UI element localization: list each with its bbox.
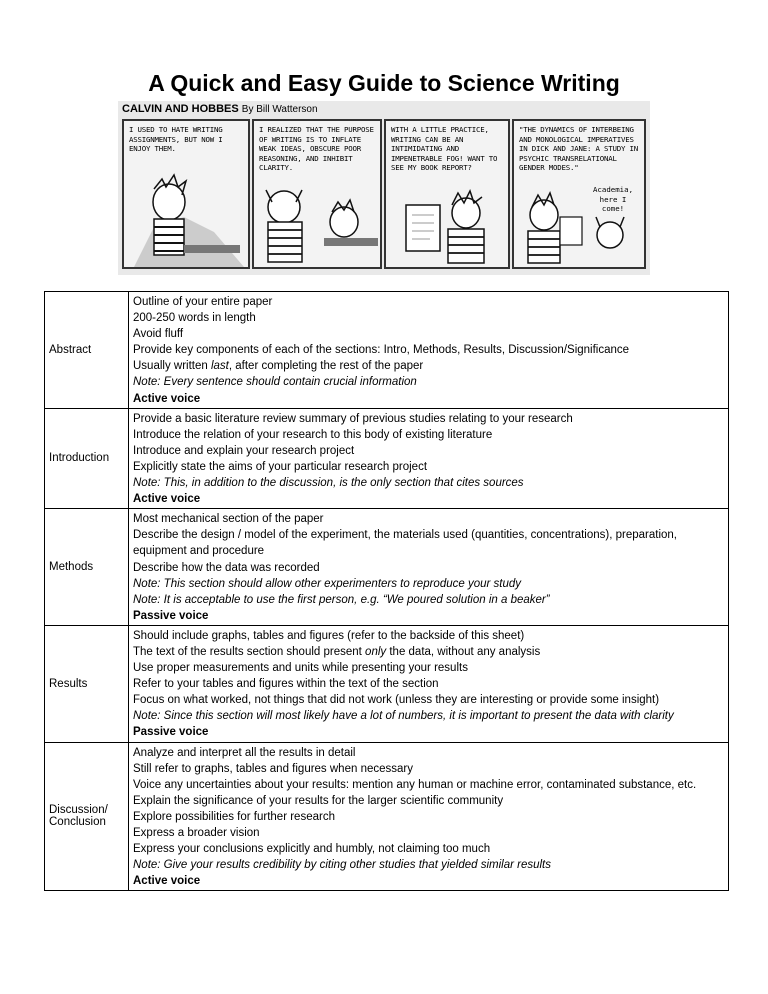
- page-title: A Quick and Easy Guide to Science Writing: [148, 70, 620, 96]
- content-line: Provide key components of each of the sections: Intro, Methods, Results, Discussion/Significance: [133, 344, 630, 357]
- section-label: Discussion/ Conclusion: [45, 742, 129, 891]
- table-row: [45, 742, 729, 891]
- speech-bubble: I USED TO HATE WRITING ASSIGNMENTS, BUT NOW I ENJOY THEM.: [129, 125, 223, 154]
- section-label: Methods: [45, 509, 129, 626]
- content-line: 200-250 words in length: [133, 312, 256, 325]
- note-line: Note: This, in addition to the discussion, is the only section that cites sources: [133, 477, 524, 490]
- content-line: Provide a basic literature review summary of previous studies relating to your research: [133, 412, 573, 425]
- note-line: Note: Give your results credibility by citing other studies that yielded similar results: [133, 859, 552, 872]
- comic-panel-1: [122, 119, 250, 269]
- content-line: Use proper measurements and units while presenting your results: [133, 662, 468, 675]
- voice-line: Passive voice: [133, 726, 209, 739]
- content-line: Still refer to graphs, tables and figures when necessary: [133, 762, 413, 775]
- speech-bubble: "THE DYNAMICS OF INTERBEING AND MONOLOGICAL IMPERATIVES IN DICK AND JANE: A STUDY IN PSYCHIC TRANSRELATIONAL GENDER MODES.": [519, 125, 638, 173]
- content-line: Explore possibilities for further research: [133, 810, 335, 823]
- comic-byline: By Bill Watterson: [241, 104, 318, 115]
- content-line: Describe the design / model of the experiment, the materials used (quantities, concentrations), preparation, equipment and procedure: [133, 529, 677, 558]
- comic-panel-2: [252, 119, 382, 269]
- voice-line: Active voice: [133, 875, 201, 888]
- content-line: Explicitly state the aims of your particular research project: [133, 460, 428, 473]
- comic-panel-4: [512, 119, 646, 269]
- calvin-hobbes-drawing: [254, 172, 382, 267]
- table-row: [45, 509, 729, 626]
- speech-bubble: WITH A LITTLE PRACTICE, WRITING CAN BE AN INTIMIDATING AND IMPENETRABLE FOG! WANT TO SEE MY BOOK REPORT?: [391, 125, 498, 173]
- content-line: Describe how the data was recorded: [133, 561, 320, 574]
- content-line: Usually written last, after completing the rest of the paper: [133, 360, 424, 373]
- note-line: Note: It is acceptable to use the first person, e.g. “We poured solution in a beaker”: [133, 593, 550, 606]
- speech-bubble: I REALIZED THAT THE PURPOSE OF WRITING IS TO INFLATE WEAK IDEAS, OBSCURE POOR REASONING, AND INHIBIT CLARITY.: [259, 125, 374, 173]
- content-line: Express a broader vision: [133, 827, 260, 839]
- section-label: Introduction: [45, 408, 129, 509]
- content-line: The text of the results section should present only the data, without any analysis: [133, 645, 541, 658]
- calvin-reading-drawing: [514, 187, 646, 267]
- content-line: Express your conclusions explicitly and humbly, not claiming too much: [133, 843, 491, 856]
- comic-strip: [118, 101, 650, 275]
- content-line: Outline of your entire paper: [133, 296, 273, 308]
- note-line: Note: Since this section will most likely have a lot of numbers, it is important to present the data with clarity: [133, 710, 674, 723]
- comic-header: CALVIN AND HOBBES By Bill Watterson: [122, 103, 318, 115]
- content-line: Avoid fluff: [133, 328, 184, 341]
- section-content: [129, 408, 729, 509]
- note-line: Note: This section should allow other experimenters to reproduce your study: [133, 577, 522, 590]
- section-label: Results: [45, 625, 129, 742]
- content-line: Introduce the relation of your research to this body of existing literature: [133, 428, 493, 441]
- section-content: [129, 742, 729, 891]
- calvin-paper-drawing: [386, 175, 510, 267]
- speech-bubble-reply: Academia, here I come!: [592, 185, 634, 214]
- content-line: Introduce and explain your research project: [133, 444, 355, 457]
- table-row: [45, 408, 729, 509]
- voice-line: Passive voice: [133, 609, 209, 622]
- section-content: [129, 509, 729, 626]
- calvin-drawing: [124, 157, 250, 267]
- voice-line: Active voice: [133, 493, 201, 506]
- content-line: Analyze and interpret all the results in detail: [133, 746, 356, 759]
- guide-table: [44, 291, 729, 891]
- voice-line: Active voice: [133, 392, 201, 405]
- content-line: Focus on what worked, not things that did not work (unless they are interesting or provide some insight): [133, 694, 660, 707]
- table-row: [45, 625, 729, 742]
- section-label: Abstract: [45, 292, 129, 409]
- content-line: Should include graphs, tables and figures (refer to the backside of this sheet): [133, 629, 525, 642]
- section-content: [129, 292, 729, 409]
- content-line: Refer to your tables and figures within the text of the section: [133, 678, 439, 691]
- content-line: Voice any uncertainties about your results: mention any human or machine error, contaminated substance, etc.: [133, 778, 697, 791]
- note-line: Note: Every sentence should contain crucial information: [133, 376, 417, 389]
- section-content: [129, 625, 729, 742]
- table-row: [45, 292, 729, 409]
- comic-panel-3: [384, 119, 510, 269]
- content-line: Explain the significance of your results for the larger scientific community: [133, 794, 504, 807]
- content-line: Most mechanical section of the paper: [133, 513, 324, 526]
